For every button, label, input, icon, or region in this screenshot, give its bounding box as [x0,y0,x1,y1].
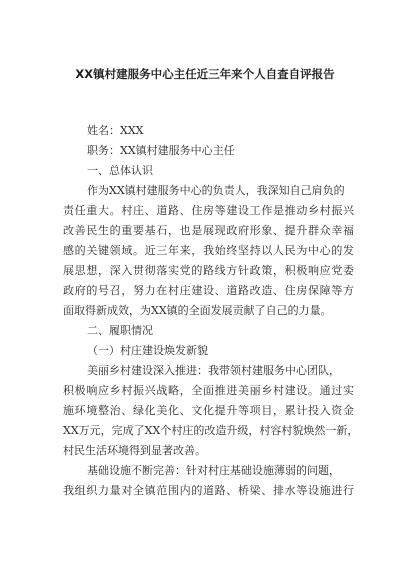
paragraph-line: XX万元，完成了XX个村庄的改造升级，村容村貌焕然一新， [63,424,359,437]
section-heading: 一、总体认识 [87,164,153,177]
paragraph-line: 感的关键领域。近三年来，我始终坚持以人民为中心的发 [63,244,354,257]
paragraph-line: 作为XX镇村建服务中心的负责人，我深知自己肩负的 [87,184,345,197]
paragraph-line: 展思想，深入贯彻落实党的路线方针政策，积极响应党委 [63,264,354,277]
name-line: 姓名：XXX [87,124,144,137]
paragraph-line: 改善民生的重要基石，也是展现政府形象、提升群众幸福 [63,224,354,237]
section-heading: 二、履职情况 [87,324,153,337]
paragraph-line: 积极响应乡村振兴战略，全面推进美丽乡村建设。通过实 [63,384,354,397]
subsection-heading: （一）村庄建设焕发新貌 [87,344,208,357]
position-line: 职务：XX镇村建服务中心主任 [87,144,235,157]
paragraph-line: 政府的号召，努力在村庄建设、道路改造、住房保障等方 [63,284,354,297]
paragraph-line: 基础设施不断完善：针对村庄基础设施薄弱的问题， [87,464,340,477]
document-title: XX镇村建服务中心主任近三年来个人自查自评报告 [75,67,335,81]
paragraph-line: 施环境整治、绿化美化、文化提升等项目，累计投入资金 [63,404,354,417]
paragraph-line: 责任重大。村庄、道路、住房等建设工作是推动乡村振兴 [63,204,354,217]
paragraph-line: 我组织力量对全镇范围内的道路、桥梁、排水等设施进行 [63,484,354,497]
paragraph-line: 村民生活环境得到显著改善。 [63,444,206,457]
paragraph-line: 美丽乡村建设深入推进：我带领村建服务中心团队， [87,364,340,377]
paragraph-line: 面取得新成效，为XX镇的全面发展贡献了自己的力量。 [63,304,332,317]
